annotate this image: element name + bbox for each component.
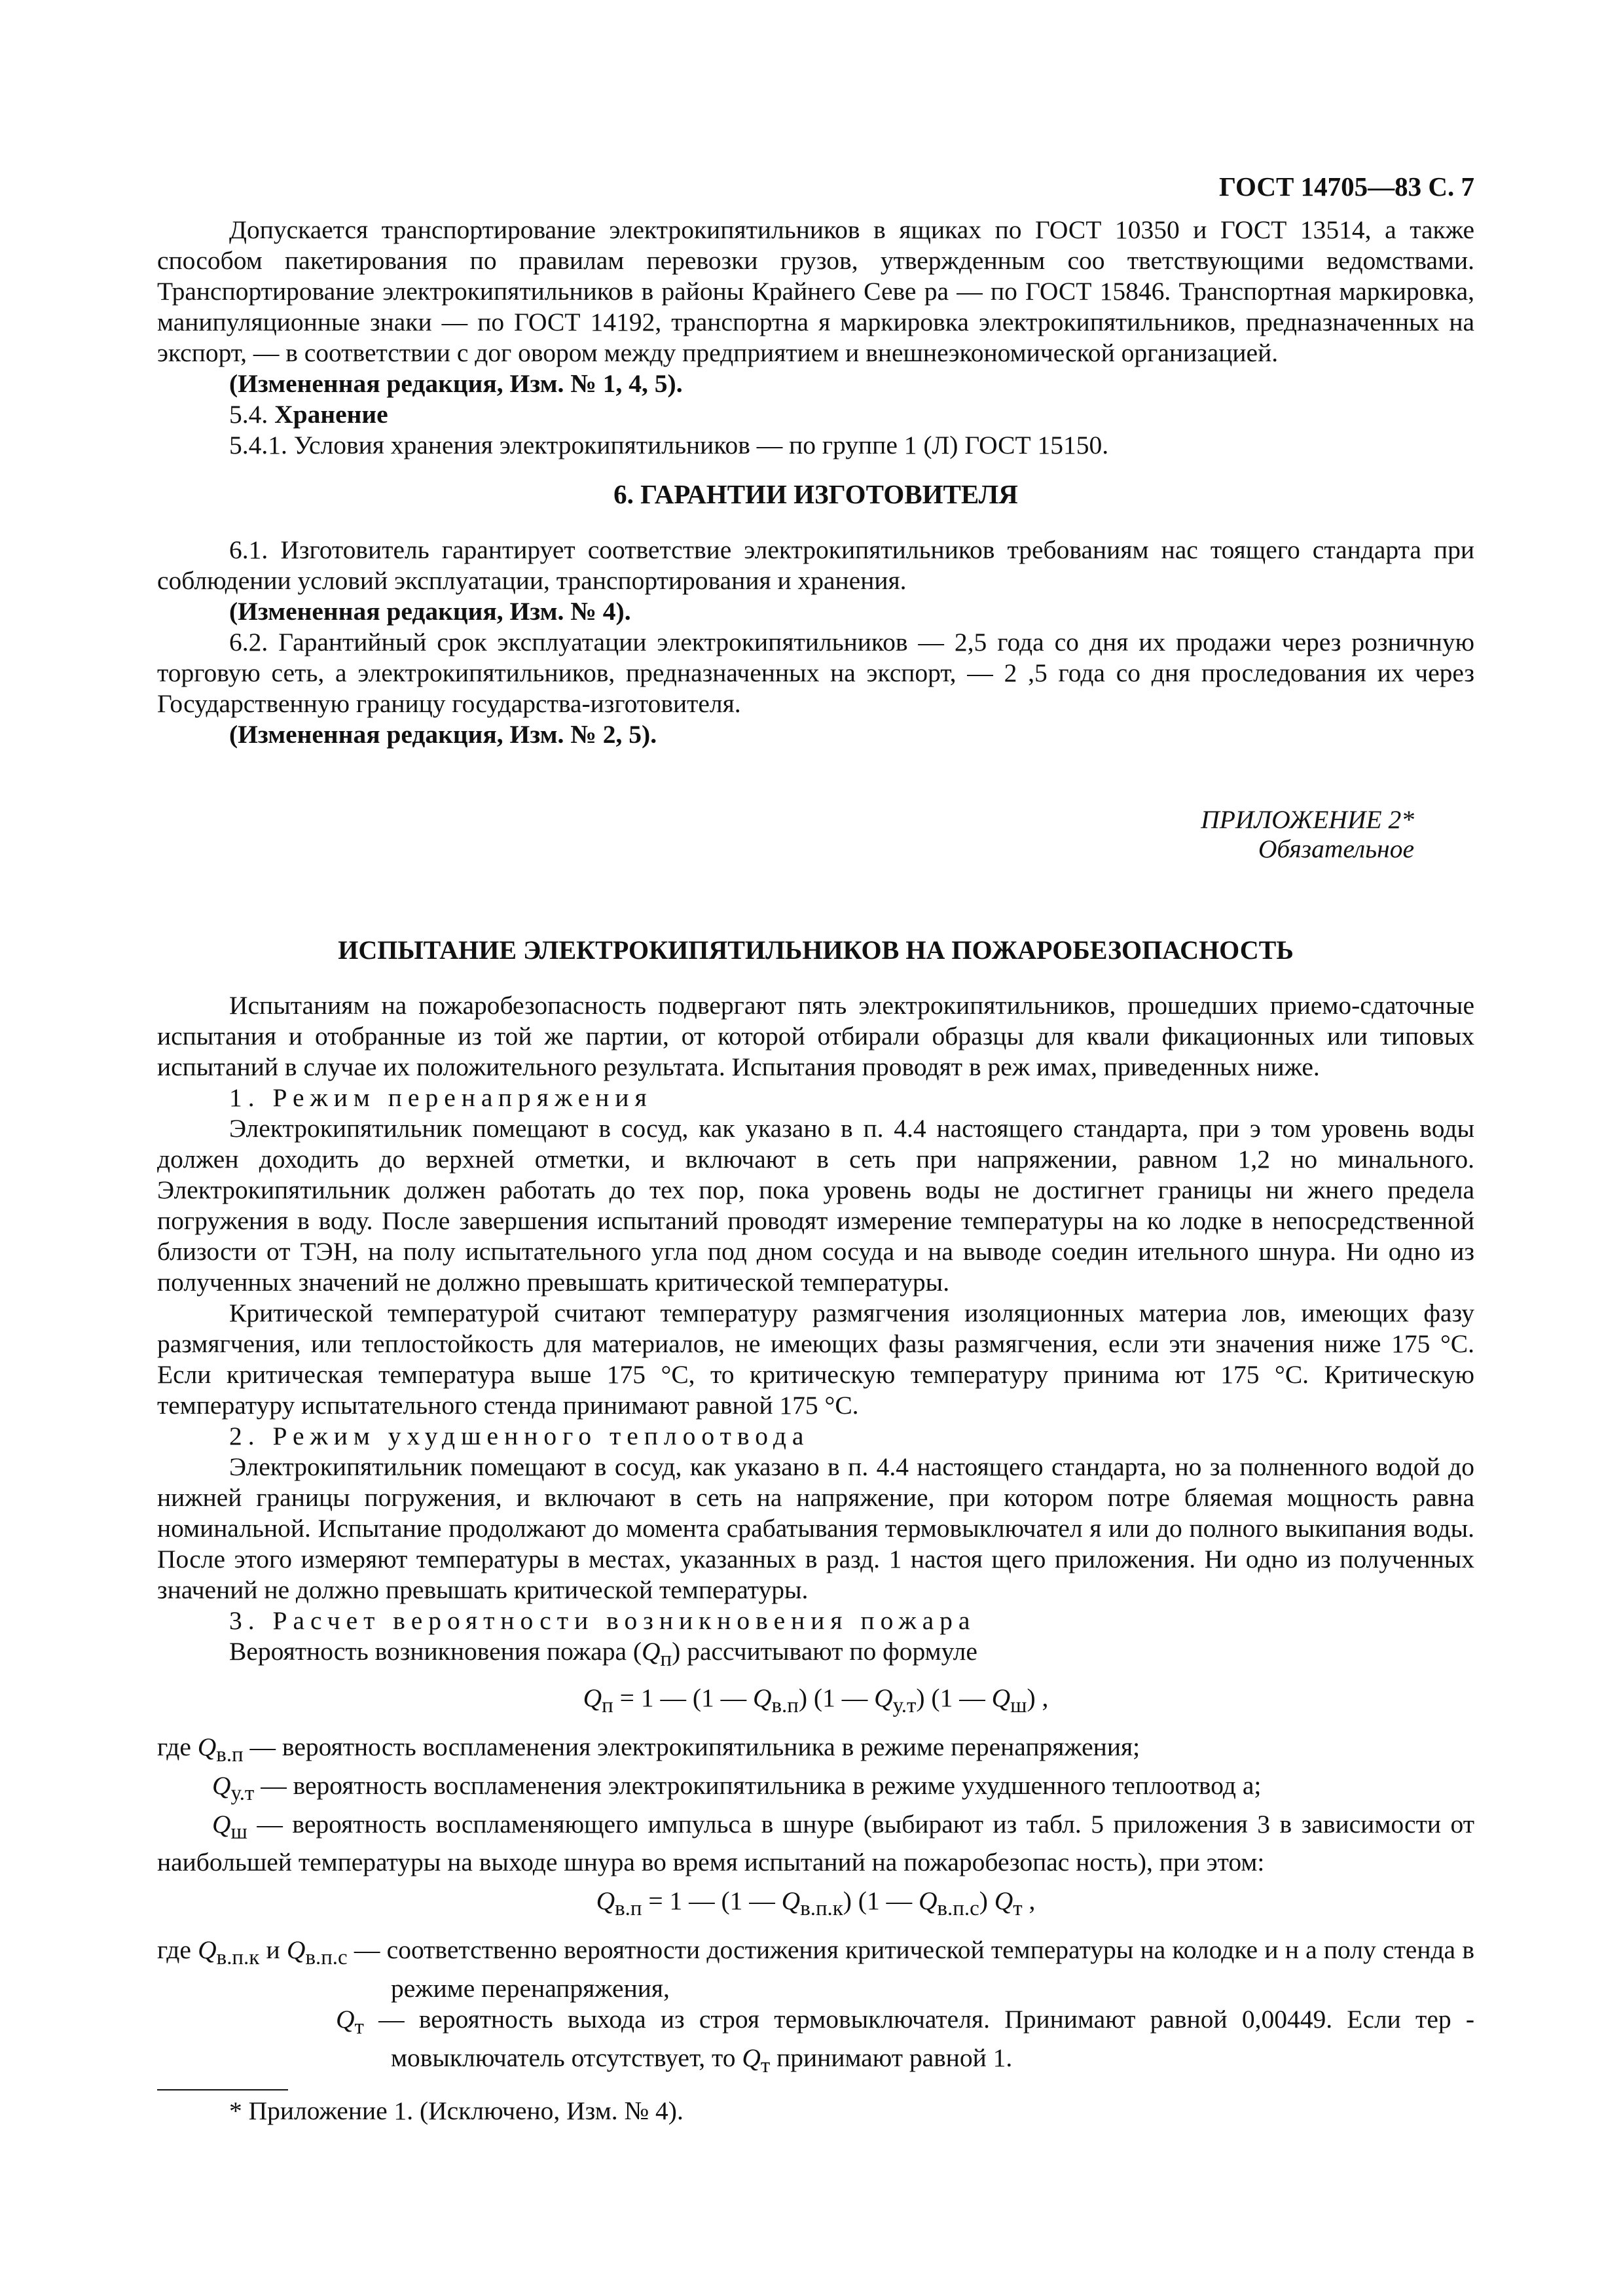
formula-1-sub: у.т	[892, 1693, 917, 1717]
formula-1-part: ) ,	[1027, 1683, 1049, 1712]
definition-subscript: в.п.к	[216, 1946, 260, 1970]
definition-subscript: у.т	[230, 1781, 255, 1805]
mode-3-intro-text: Вероятность возникновения пожара (	[229, 1637, 642, 1666]
formula-1-symbol: Q	[874, 1683, 893, 1712]
definition-q-vpk-vps	[157, 1935, 1474, 2004]
definition-symbol: Q	[336, 2005, 355, 2034]
formula-1-sub: в.п	[771, 1693, 799, 1717]
formula-2-lhs: Q	[596, 1886, 615, 1916]
page-content	[157, 215, 1474, 2126]
formula-2-part: = 1 — (1 —	[642, 1886, 782, 1916]
critical-temperature-text: Критической температурой считают температуру размягчения изоляционных материа лов, имеющих фазу размягчения, или теплостойкость для материалов, не имеющих фазы размягчения, если эти значения ниже 175 °С. Если критическая температура выше 175 °С, то критическую температуру принима ют 175 °С. Критическую температуру испытательного стенда принимают равной 175 °С.	[157, 1299, 1474, 1420]
definition-symbol: Q	[198, 1935, 217, 1965]
definition-q-ut	[157, 1770, 1474, 1809]
formula-ignition-overvoltage	[157, 1886, 1474, 1924]
definition-text: — вероятность воспламенения электрокипятильника в режиме ухудшенного теплоотвод а;	[254, 1770, 1262, 1800]
mode-2-text: Электрокипятильник помещают в сосуд, как указано в п. 4.4 настоящего стандарта, но за полненного водой до нижней границы погружения, и включают в сеть на напряжение, при котором потре бляемая мощность равна номинальной. Испытание продолжают до момента срабатывания термовыключател я или до полного выкипания воды. После этого измеряют температуры в местах, указанных в разд. 1 настоя щего приложения. Ни одно из полученных значений не должно превышать критической температуры.	[157, 1452, 1474, 1604]
page-header: ГОСТ 14705—83 С. 7	[1218, 171, 1474, 202]
mode-1-text: Электрокипятильник помещают в сосуд, как указано в п. 4.4 настоящего стандарта, при э том уровень воды должен доходить до верхней отметки, и включают в сеть при напряжении, равном 1,2 но минального. Электрокипятильник должен работать до тех пор, пока уровень воды не достигнет границы ни жнего предела погружения в воду. После завершения испытаний проводят измерение температуры на ко лодке в непосредственной близости от ТЭН, на полу испытательного угла под дном сосуда и на выводе соедин ительного шнура. Ни одно из полученных значений не должно превышать критической температуры.	[157, 1114, 1474, 1297]
document-page	[157, 0, 1474, 2296]
item-5-4-title: Хранение	[274, 400, 388, 429]
definition-subscript: т	[760, 2054, 771, 2078]
mode-3-intro-text-end: ) рассчитывают по формуле	[672, 1637, 977, 1666]
revision-note-2: (Измененная редакция, Изм. № 4).	[229, 597, 631, 626]
appendix-status: Обязательное	[1258, 834, 1414, 863]
appendix-label: ПРИЛОЖЕНИЕ 2*	[1201, 805, 1414, 834]
formula-1-part: ) (1 —	[916, 1683, 992, 1712]
definition-subscript: т	[354, 2015, 364, 2039]
item-5-4	[157, 399, 1474, 430]
formula-fire-probability	[157, 1683, 1474, 1721]
definition-symbol: Q	[212, 1770, 231, 1800]
definition-symbol: Q	[197, 1732, 217, 1761]
formula-2-part: ,	[1022, 1886, 1036, 1916]
definition-symbol: Q	[212, 1809, 231, 1839]
definition-q-sh	[157, 1809, 1474, 1878]
formula-2-sub: в.п.с	[937, 1897, 979, 1921]
appendix-intro: Испытаниям на пожаробезопасность подвергают пять электрокипятильников, прошедших приемо-сдаточные испытания и отобранные из той же партии, от которой отбирали образцы для квали фикационных или типовых испытаний в случае их положительного результата. Испытания проводят в реж имах, приведенных ниже.	[157, 991, 1474, 1081]
appendix-title: ИСПЫТАНИЕ ЭЛЕКТРОКИПЯТИЛЬНИКОВ НА ПОЖАРОБЕЗОПАСНОСТЬ	[338, 935, 1294, 965]
definition-subscript: ш	[230, 1820, 247, 1844]
item-5-4-number: 5.4.	[229, 400, 268, 429]
item-6-1: 6.1. Изготовитель гарантирует соответствие электрокипятильников требованиям нас тоящего стандарта при соблюдении условий эксплуатации, транспортирования и хранения.	[157, 535, 1474, 595]
formula-2-part: ) (1 —	[843, 1886, 919, 1916]
footnote: * Приложение 1. (Исключено, Изм. № 4).	[229, 2096, 684, 2126]
definition-conjunction: и	[259, 1935, 287, 1965]
item-6-2: 6.2. Гарантийный срок эксплуатации электрокипятильников — 2,5 года со дня их продажи через розничную торговую сеть, а электрокипятильников, предназначенных на экспорт, — 2 ,5 года со дня проследования их через Государственную границу государства-изготовителя.	[157, 628, 1474, 718]
formula-2-part: )	[979, 1886, 994, 1916]
definition-symbol: Q	[286, 1935, 306, 1965]
formula-1-sub: ш	[1010, 1693, 1027, 1717]
mode-3-intro-subscript: п	[660, 1647, 672, 1671]
mode-3-intro	[157, 1636, 1474, 1675]
formula-1-part: = 1 — (1 —	[613, 1683, 753, 1712]
appendix-label-block	[157, 805, 1474, 864]
mode-3-title: 3. Расчет вероятности возникновения пожара	[229, 1606, 976, 1635]
revision-note-1: (Измененная редакция, Изм. № 1, 4, 5).	[229, 369, 683, 398]
definition-symbol: Q	[742, 2043, 761, 2073]
definition-q-vp	[157, 1732, 1474, 1770]
section-6-heading: 6. ГАРАНТИИ ИЗГОТОВИТЕЛЯ	[613, 479, 1018, 509]
definitions-1	[157, 1732, 1474, 1878]
definition-prefix: где	[157, 1732, 198, 1761]
mode-2-title: 2. Режим ухудшенного теплоотвода	[229, 1422, 810, 1450]
definitions-2	[157, 1935, 1474, 2081]
paragraph-transport: Допускается транспортирование электрокипятильников в ящиках по ГОСТ 10350 и ГОСТ 13514, а также способом пакетирования по правилам перевозки грузов, утвержденным соо тветствующими ведомствами. Транспортирование электрокипятильников в районы Крайнего Севе ра — по ГОСТ 15846. Транспортная маркировка, манипуляционные знаки — по ГОСТ 14192, транспортна я маркировка электрокипятильников, предназначенных на экспорт, — в соответствии с дог овором между предприятием и внешнеэкономической организацией.	[157, 215, 1474, 367]
formula-2-symbol: Q	[994, 1886, 1013, 1916]
formula-1-lhs-sub: п	[602, 1693, 613, 1717]
mode-1-title: 1. Режим перенапряжения	[229, 1083, 653, 1112]
footnote-separator	[157, 2089, 288, 2090]
formula-1-symbol: Q	[752, 1683, 772, 1712]
definition-prefix: где	[157, 1935, 198, 1965]
formula-2-sub: т	[1013, 1897, 1023, 1921]
definition-text: — вероятность воспламенения электрокипятильника в режиме перенапряжения;	[243, 1732, 1140, 1761]
definition-q-t	[157, 2004, 1474, 2081]
item-5-4-1: 5.4.1. Условия хранения электрокипятильников — по группе 1 (Л) ГОСТ 15150.	[229, 431, 1109, 459]
formula-2-symbol: Q	[781, 1886, 801, 1916]
definition-text: принимают равной 1.	[770, 2043, 1013, 2073]
definition-subscript: в.п	[216, 1742, 244, 1767]
definition-text: — соответственно вероятности достижения критической температуры на колодке и н а полу стенда в режиме перенапряжения,	[347, 1935, 1474, 2003]
formula-2-symbol: Q	[918, 1886, 938, 1916]
formula-1-lhs: Q	[583, 1683, 602, 1712]
formula-1-symbol: Q	[991, 1683, 1011, 1712]
formula-2-lhs-sub: в.п	[615, 1897, 642, 1921]
mode-3-intro-symbol: Q	[642, 1637, 661, 1666]
revision-note-3: (Измененная редакция, Изм. № 2, 5).	[229, 720, 657, 749]
formula-2-sub: в.п.к	[800, 1897, 843, 1921]
definition-text: — вероятность выхода из строя термовыключателя. Принимают равной 0,00449. Если тер мовыключатель отсутствует, то	[363, 2005, 1474, 2073]
definition-subscript: в.п.с	[305, 1946, 348, 1970]
formula-1-part: ) (1 —	[798, 1683, 875, 1712]
definition-text: — вероятность воспламеняющего импульса в шнуре (выбирают из табл. 5 приложения 3 в зависимости от наибольшей температуры на выходе шнура во время испытаний на пожаробезопас ность), при этом:	[157, 1809, 1474, 1877]
